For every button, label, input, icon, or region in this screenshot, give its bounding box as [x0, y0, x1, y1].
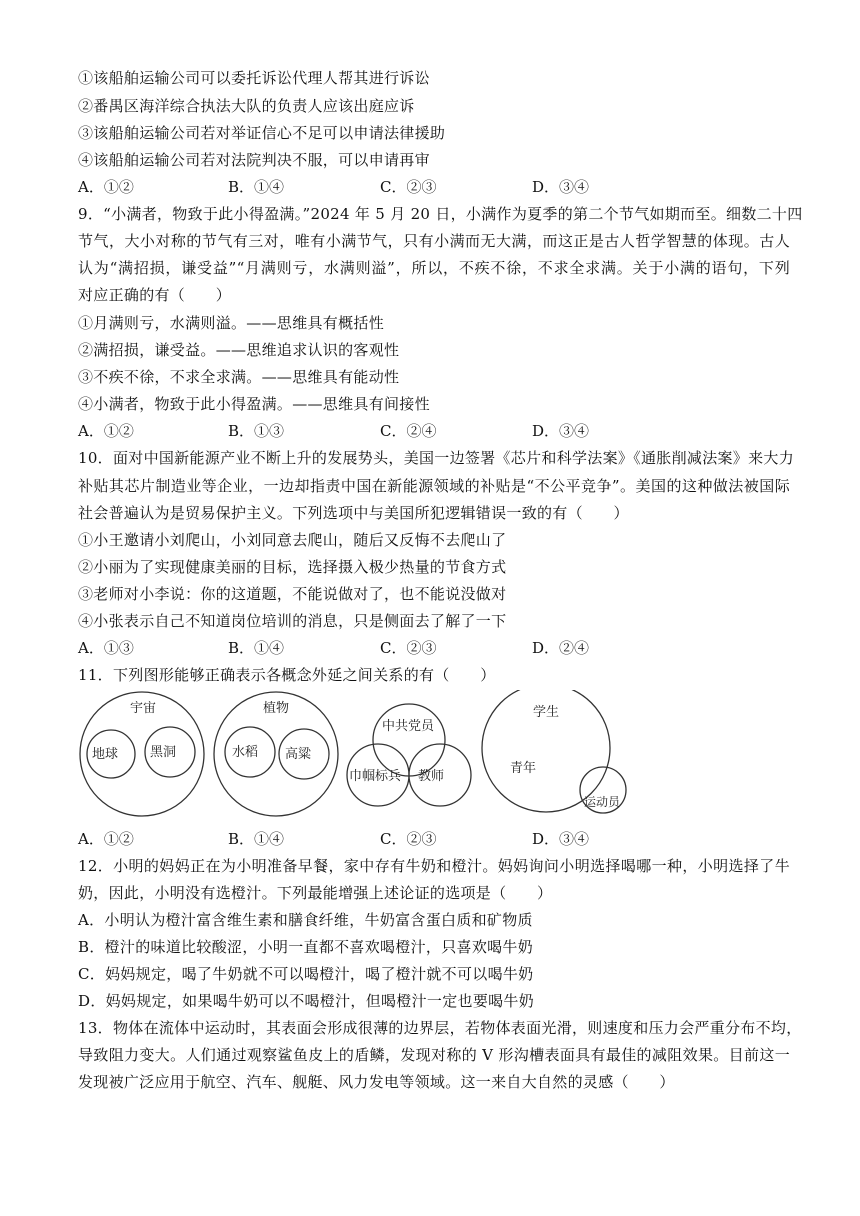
q12-stem-line-2: 奶，因此，小明没有选橙汁。下列最能增强上述论证的选项是（ ）	[78, 884, 553, 902]
d1-left-label: 地球	[92, 747, 119, 762]
q11-concept-diagrams	[78, 690, 638, 820]
q13-stem-line-3: 发现被广泛应用于航空、汽车、舰艇、风力发电等领域。这一来自大自然的灵感（ ）	[78, 1073, 675, 1091]
q10-option-c: C．②③	[380, 639, 437, 657]
q11-option-a: A．①②	[78, 830, 134, 848]
q10-stem-line-3: 社会普遍认为是贸易保护主义。下列选项中与美国所犯逻辑错误一致的有（ ）	[78, 504, 629, 522]
q10-option-b: B．①④	[228, 639, 285, 657]
q12-choice-b: B．橙汁的味道比较酸涩，小明一直都不喜欢喝橙汁，只喜欢喝牛奶	[78, 938, 534, 956]
q8-option-b: B．①④	[228, 178, 285, 196]
d4-outer-label: 学生	[533, 705, 560, 720]
q10-option-a: A．①③	[78, 639, 134, 657]
q9-option-b: B．①③	[228, 422, 285, 440]
q9-stem-line-1: 9．“小满者，物致于此小得盈满。”2024 年 5 月 20 日，小满作为夏季的第二个节气如期而至。细数二十四	[78, 205, 803, 223]
q8-options	[78, 177, 790, 197]
q10-stem-line-1: 10．面对中国新能源产业不断上升的发展势头，美国一边签署《芯片和科学法案》《通胀削减法案》来大力	[78, 449, 794, 467]
q11-option-d: D．③④	[532, 830, 590, 848]
d1-outer-label: 宇宙	[130, 701, 157, 716]
q10-options	[78, 638, 790, 658]
q13-stem-line-2: 导致阻力变大。人们通过观察鲨鱼皮上的盾鳞，发现对称的 V 形沟槽表面具有最佳的减阻效果。目前这一	[78, 1046, 790, 1064]
d3-top-label: 中共党员	[382, 719, 435, 734]
q10-option-d: D．②④	[532, 639, 590, 657]
q9-option-a: A．①②	[78, 422, 134, 440]
q12-stem-line-1: 12．小明的妈妈正在为小明准备早餐，家中存有牛奶和橙汁。妈妈询问小明选择喝哪一种，小明选择了牛	[78, 857, 790, 875]
q9-options	[78, 421, 790, 441]
q11-stem: 11．下列图形能够正确表示各概念外延之间关系的有（ ）	[78, 666, 496, 684]
q10-stem-line-2: 补贴其芯片制造业等企业，一边却指责中国在新能源领域的补贴是“不公平竞争”。美国的这种做法被国际	[78, 477, 790, 495]
q9-item-1: ①月满则亏，水满则溢。——思维具有概括性	[78, 314, 385, 332]
q9-option-c: C．②④	[380, 422, 437, 440]
q9-stem-line-2: 节气，大小对称的节气有三对，唯有小满节气，只有小满而无大满，而这正是古人哲学智慧的体现。古人	[78, 232, 790, 250]
d3-right-label: 教师	[418, 769, 445, 784]
q9-item-3: ③不疾不徐，不求全求满。——思维具有能动性	[78, 368, 400, 386]
q10-item-1: ①小王邀请小刘爬山，小刘同意去爬山，随后又反悔不去爬山了	[78, 531, 507, 549]
q8-item-3: ③该船舶运输公司若对举证信心不足可以申请法律援助	[78, 124, 446, 142]
d2-left-label: 水稻	[232, 745, 259, 760]
q9-stem-line-3: 认为“满招损，谦受益”“月满则亏，水满则溢”，所以，不疾不徐，不求全求满。关于小满的语句，下列	[78, 259, 790, 277]
q9-item-4: ④小满者，物致于此小得盈满。——思维具有间接性	[78, 395, 430, 413]
q12-choice-c: C．妈妈规定，喝了牛奶就不可以喝橙汁，喝了橙汁就不可以喝牛奶	[78, 965, 534, 983]
q12-choice-d: D．妈妈规定，如果喝牛奶可以不喝橙汁，但喝橙汁一定也要喝牛奶	[78, 992, 535, 1010]
q12-choice-a: A．小明认为橙汁富含维生素和膳食纤维，牛奶富含蛋白质和矿物质	[78, 911, 533, 929]
d4-small-label: 运动员	[584, 795, 621, 809]
q9-item-2: ②满招损，谦受益。——思维追求认识的客观性	[78, 341, 400, 359]
q8-item-4: ④该船舶运输公司若对法院判决不服，可以申请再审	[78, 151, 430, 169]
d3-top-circle	[373, 704, 445, 776]
q10-item-2: ②小丽为了实现健康美丽的目标，选择摄入极少热量的节食方式	[78, 558, 507, 576]
q8-option-c: C．②③	[380, 178, 437, 196]
d3-left-label: 巾帼标兵	[349, 769, 402, 784]
q13-stem-line-1: 13．物体在流体中运动时，其表面会形成很薄的边界层，若物体表面光滑，则速度和压力会严重分布不均，	[78, 1019, 802, 1037]
q10-item-4: ④小张表示自己不知道岗位培训的消息，只是侧面去了解了一下	[78, 612, 507, 630]
q9-stem-line-4: 对应正确的有（ ）	[78, 286, 232, 304]
q10-item-3: ③老师对小李说：你的这道题，不能说做对了，也不能说没做对	[78, 585, 507, 603]
d4-inner-label: 青年	[510, 761, 537, 776]
q8-option-a: A．①②	[78, 178, 134, 196]
d2-right-label: 高粱	[285, 747, 312, 762]
q11-option-b: B．①④	[228, 830, 285, 848]
q8-item-1: ①该船舶运输公司可以委托诉讼代理人帮其进行诉讼	[78, 69, 430, 87]
q11-option-c: C．②③	[380, 830, 437, 848]
q9-option-d: D．③④	[532, 422, 590, 440]
d1-right-label: 黑洞	[150, 745, 177, 760]
q8-option-d: D．③④	[532, 178, 590, 196]
q11-options	[78, 829, 790, 849]
d2-outer-label: 植物	[263, 701, 290, 716]
q8-item-2: ②番禺区海洋综合执法大队的负责人应该出庭应诉	[78, 97, 415, 115]
